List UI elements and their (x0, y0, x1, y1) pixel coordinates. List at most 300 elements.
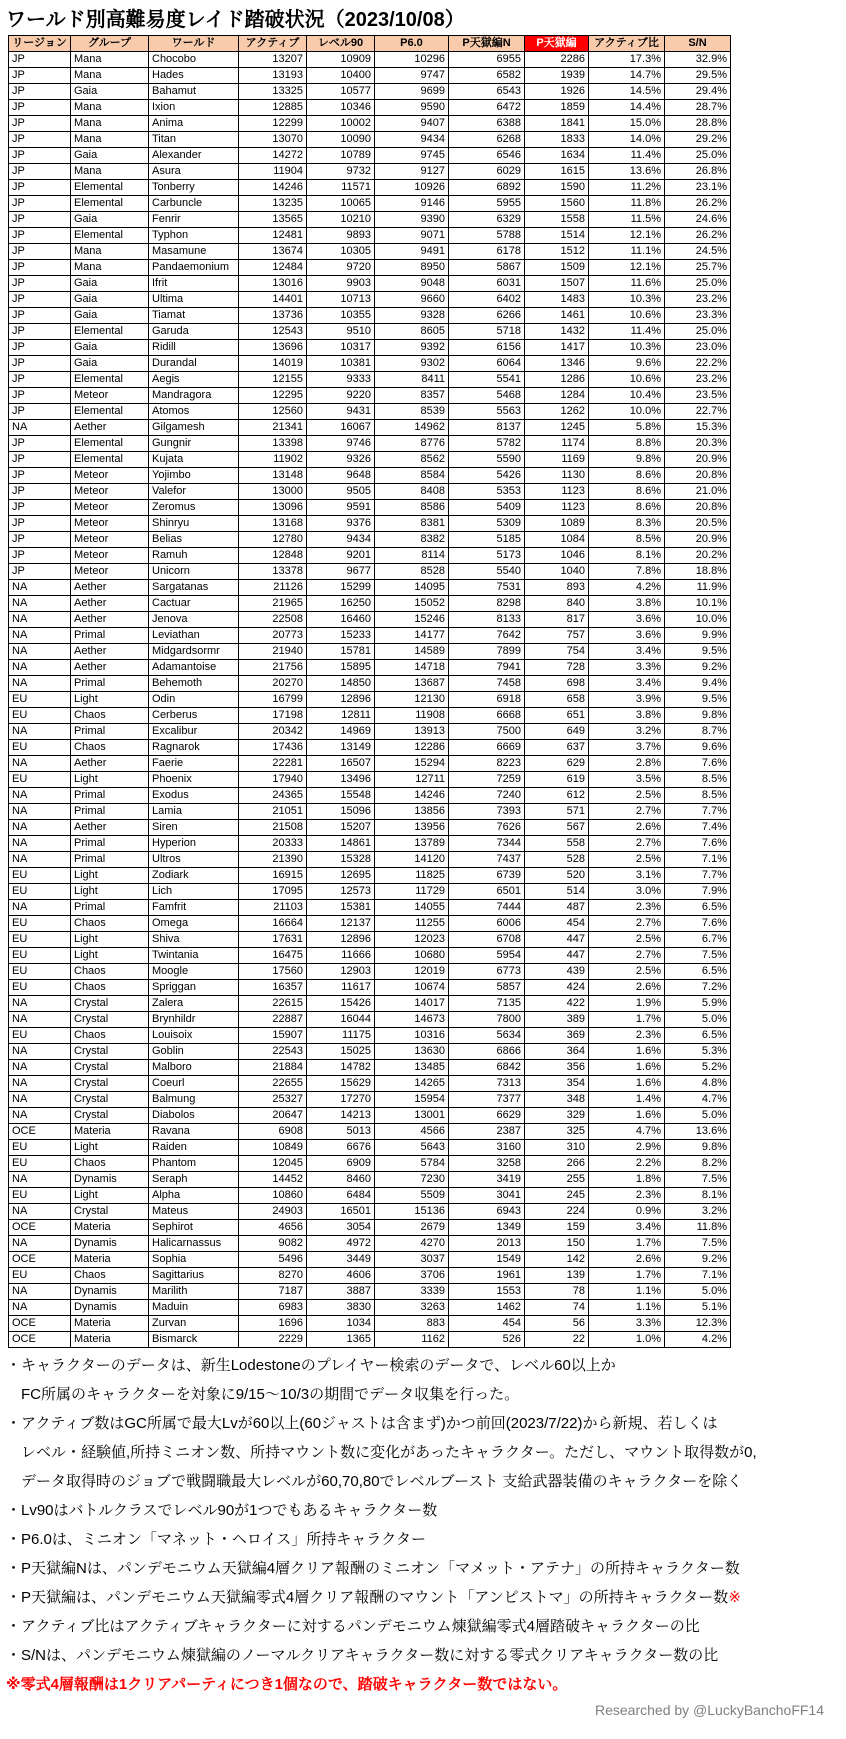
table-cell: 7941 (449, 660, 525, 676)
table-cell: 7.4% (665, 820, 731, 836)
table-cell: 5867 (449, 260, 525, 276)
table-cell: Bahamut (149, 84, 239, 100)
table-cell: 14246 (239, 180, 307, 196)
table-cell: 11617 (307, 980, 375, 996)
table-cell: 13.6% (589, 164, 665, 180)
table-cell: 21508 (239, 820, 307, 836)
table-cell: 12543 (239, 324, 307, 340)
footnote-line (6, 1612, 846, 1641)
table-cell: 12155 (239, 372, 307, 388)
footnote-red-marker: ※ (728, 1589, 741, 1606)
table-cell: Odin (149, 692, 239, 708)
table-cell: Mana (71, 68, 149, 84)
table-row (9, 1332, 731, 1348)
table-cell: 1286 (525, 372, 589, 388)
table-cell: 15294 (375, 756, 449, 772)
table-cell: 6.5% (665, 964, 731, 980)
table-cell: 15381 (307, 900, 375, 916)
footnote-line (6, 1641, 846, 1670)
table-cell: 24.5% (665, 244, 731, 260)
table-cell: 16507 (307, 756, 375, 772)
table-cell: 26.8% (665, 164, 731, 180)
table-cell: NA (9, 1284, 71, 1300)
table-row (9, 212, 731, 228)
table-cell: 13149 (307, 740, 375, 756)
table-cell: NA (9, 580, 71, 596)
table-cell: 1417 (525, 340, 589, 356)
table-cell: 1.6% (589, 1060, 665, 1076)
table-cell: 14673 (375, 1012, 449, 1028)
table-cell: 5.8% (589, 420, 665, 436)
table-cell: 13789 (375, 836, 449, 852)
table-cell: 5634 (449, 1028, 525, 1044)
table-cell: Yojimbo (149, 468, 239, 484)
table-cell: 13485 (375, 1060, 449, 1076)
table-cell: 1634 (525, 148, 589, 164)
table-row (9, 1092, 731, 1108)
table-row (9, 980, 731, 996)
table-cell: Cactuar (149, 596, 239, 612)
table-cell: 558 (525, 836, 589, 852)
table-cell: 1284 (525, 388, 589, 404)
table-cell: 1549 (449, 1252, 525, 1268)
table-cell: NA (9, 628, 71, 644)
table-cell: 13496 (307, 772, 375, 788)
table-cell: 10346 (307, 100, 375, 116)
table-row (9, 548, 731, 564)
table-cell: 1.6% (589, 1108, 665, 1124)
table-cell: 6329 (449, 212, 525, 228)
table-cell: 8382 (375, 532, 449, 548)
table-cell: 25327 (239, 1092, 307, 1108)
table-cell: 22887 (239, 1012, 307, 1028)
table-cell: 21965 (239, 596, 307, 612)
table-cell: 16475 (239, 948, 307, 964)
table-cell: Light (71, 1188, 149, 1204)
table-cell: 9699 (375, 84, 449, 100)
table-cell: 5013 (307, 1124, 375, 1140)
table-cell: 13913 (375, 724, 449, 740)
table-cell: 1169 (525, 452, 589, 468)
table-cell: Meteor (71, 516, 149, 532)
table-cell: JP (9, 164, 71, 180)
table-cell: 7.5% (665, 1172, 731, 1188)
table-cell: 266 (525, 1156, 589, 1172)
table-cell: 7344 (449, 836, 525, 852)
table-cell: NA (9, 1092, 71, 1108)
table-cell: 16460 (307, 612, 375, 628)
table-cell: 6676 (307, 1140, 375, 1156)
table-cell: 348 (525, 1092, 589, 1108)
table-cell: EU (9, 708, 71, 724)
table-cell: 651 (525, 708, 589, 724)
table-cell: 4.7% (665, 1092, 731, 1108)
table-cell: 10713 (307, 292, 375, 308)
table-cell: 9677 (307, 564, 375, 580)
table-cell: 14213 (307, 1108, 375, 1124)
table-row (9, 900, 731, 916)
table-cell: 6268 (449, 132, 525, 148)
table-body (9, 52, 731, 1348)
table-cell: 1123 (525, 500, 589, 516)
table-cell: 5782 (449, 436, 525, 452)
table-cell: JP (9, 516, 71, 532)
table-cell: JP (9, 68, 71, 84)
table-cell: 2.3% (589, 1028, 665, 1044)
table-cell: 637 (525, 740, 589, 756)
table-cell: OCE (9, 1220, 71, 1236)
table-cell: JP (9, 468, 71, 484)
table-row (9, 148, 731, 164)
table-cell: Zalera (149, 996, 239, 1012)
table-row (9, 372, 731, 388)
table-cell: 8381 (375, 516, 449, 532)
table-cell: 25.0% (665, 148, 731, 164)
table-cell: 9.2% (665, 660, 731, 676)
table-cell: 3.8% (589, 596, 665, 612)
table-cell: Louisoix (149, 1028, 239, 1044)
table-cell: 1.7% (589, 1012, 665, 1028)
table-cell: 78 (525, 1284, 589, 1300)
table-cell: 454 (525, 916, 589, 932)
table-cell: 629 (525, 756, 589, 772)
table-cell: 11.6% (589, 276, 665, 292)
table-cell: 528 (525, 852, 589, 868)
table-cell: 8.3% (589, 516, 665, 532)
table-cell: JP (9, 436, 71, 452)
table-cell: Famfrit (149, 900, 239, 916)
table-cell: 11825 (375, 868, 449, 884)
table-cell: Crystal (71, 1012, 149, 1028)
table-cell: 12848 (239, 548, 307, 564)
table-cell: 1245 (525, 420, 589, 436)
table-cell: 3037 (375, 1252, 449, 1268)
table-cell: Masamune (149, 244, 239, 260)
table-cell: 1.1% (589, 1284, 665, 1300)
table-cell: 8.8% (589, 436, 665, 452)
table-cell: 17.3% (589, 52, 665, 68)
table-row (9, 1012, 731, 1028)
table-cell: EU (9, 692, 71, 708)
table-row (9, 1188, 731, 1204)
table-cell: Gaia (71, 308, 149, 324)
table-cell: NA (9, 596, 71, 612)
table-cell: 14.7% (589, 68, 665, 84)
table-cell: 13956 (375, 820, 449, 836)
table-cell: 20.9% (665, 452, 731, 468)
table-cell: 13193 (239, 68, 307, 84)
table-cell: 17560 (239, 964, 307, 980)
table-cell: 14401 (239, 292, 307, 308)
table-cell: 7800 (449, 1012, 525, 1028)
table-cell: Mandragora (149, 388, 239, 404)
footnote-line (6, 1525, 846, 1554)
table-cell: 2.5% (589, 932, 665, 948)
table-cell: 2.7% (589, 916, 665, 932)
table-row (9, 52, 731, 68)
table-cell: 11.5% (589, 212, 665, 228)
table-cell: 5173 (449, 548, 525, 564)
table-cell: 3.7% (589, 740, 665, 756)
table-cell: 3.6% (589, 628, 665, 644)
table-cell: 255 (525, 1172, 589, 1188)
footnotes (6, 1351, 846, 1670)
table-cell: 12484 (239, 260, 307, 276)
table-cell: Dynamis (71, 1284, 149, 1300)
table-cell: Light (71, 884, 149, 900)
table-cell: 1841 (525, 116, 589, 132)
table-cell: 8357 (375, 388, 449, 404)
table-cell: 13325 (239, 84, 307, 100)
footnote-line (6, 1409, 846, 1438)
table-row (9, 1044, 731, 1060)
table-cell: 8.7% (665, 724, 731, 740)
table-cell: 25.0% (665, 324, 731, 340)
table-cell: 14850 (307, 676, 375, 692)
table-cell: 698 (525, 676, 589, 692)
table-cell: 1162 (375, 1332, 449, 1348)
table-cell: 447 (525, 932, 589, 948)
footnote-line (6, 1380, 846, 1409)
table-cell: Sargatanas (149, 580, 239, 596)
table-cell: 14055 (375, 900, 449, 916)
table-cell: Jenova (149, 612, 239, 628)
table-cell: Tiamat (149, 308, 239, 324)
table-cell: 14177 (375, 628, 449, 644)
table-cell: 329 (525, 1108, 589, 1124)
table-cell: 9407 (375, 116, 449, 132)
table-row (9, 724, 731, 740)
table-cell: 10909 (307, 52, 375, 68)
table-cell: 11.4% (589, 148, 665, 164)
table-cell: 6943 (449, 1204, 525, 1220)
table-row (9, 84, 731, 100)
table-cell: 5.3% (665, 1044, 731, 1060)
table-cell: 4.7% (589, 1124, 665, 1140)
table-cell: 15136 (375, 1204, 449, 1220)
table-cell: 439 (525, 964, 589, 980)
table-cell: 3160 (449, 1140, 525, 1156)
table-cell: NA (9, 804, 71, 820)
table-cell: 3.1% (589, 868, 665, 884)
table-cell: Hades (149, 68, 239, 84)
table-cell: 3.4% (589, 644, 665, 660)
table-cell: 3041 (449, 1188, 525, 1204)
table-cell: Meteor (71, 468, 149, 484)
table-row (9, 1236, 731, 1252)
table-cell: 2.5% (589, 964, 665, 980)
table-cell: 9220 (307, 388, 375, 404)
table-cell: Chaos (71, 964, 149, 980)
table-cell: JP (9, 196, 71, 212)
table-cell: 6842 (449, 1060, 525, 1076)
table-cell: JP (9, 532, 71, 548)
table-cell: Materia (71, 1316, 149, 1332)
table-cell: 571 (525, 804, 589, 820)
table-cell: 12295 (239, 388, 307, 404)
table-cell: 10789 (307, 148, 375, 164)
table-cell: 6668 (449, 708, 525, 724)
table-cell: 0.9% (589, 1204, 665, 1220)
table-row (9, 196, 731, 212)
table-cell: Gaia (71, 276, 149, 292)
table-cell: 2679 (375, 1220, 449, 1236)
table-cell: Kujata (149, 452, 239, 468)
table-cell: Omega (149, 916, 239, 932)
table-row (9, 468, 731, 484)
table-cell: Unicorn (149, 564, 239, 580)
table-cell: 1507 (525, 276, 589, 292)
table-cell: 4.2% (665, 1332, 731, 1348)
table-cell: 2.6% (589, 1252, 665, 1268)
footnote-text: ・P天獄編は、パンデモニウム天獄編零式4層クリア報酬のマウント「アンピストマ」の所持キャラクター数 (6, 1589, 729, 1606)
table-cell: 2.5% (589, 852, 665, 868)
table-cell: 14095 (375, 580, 449, 596)
table-cell: Valefor (149, 484, 239, 500)
table-cell: 8950 (375, 260, 449, 276)
table-cell: 6266 (449, 308, 525, 324)
table-row (9, 996, 731, 1012)
table-cell: 14.5% (589, 84, 665, 100)
table-cell: 5540 (449, 564, 525, 580)
table-cell: 1509 (525, 260, 589, 276)
table-cell: 20.2% (665, 548, 731, 564)
table-cell: 6955 (449, 52, 525, 68)
table-cell: 9082 (239, 1236, 307, 1252)
table-cell: 15052 (375, 596, 449, 612)
table-cell: 8586 (375, 500, 449, 516)
table-cell: 23.2% (665, 292, 731, 308)
table-cell: JP (9, 564, 71, 580)
table-cell: 8562 (375, 452, 449, 468)
table-cell: 9.6% (665, 740, 731, 756)
table-cell: Materia (71, 1332, 149, 1348)
table-cell: 10296 (375, 52, 449, 68)
footnote-text: ・P6.0は、ミニオン「マネット・ヘロイス」所持キャラクター (6, 1531, 426, 1548)
table-cell: 13.6% (665, 1124, 731, 1140)
table-cell: 7500 (449, 724, 525, 740)
table-cell: Zeromus (149, 500, 239, 516)
table-row (9, 644, 731, 660)
table-cell: 9590 (375, 100, 449, 116)
table-cell: 5.1% (665, 1300, 731, 1316)
table-cell: OCE (9, 1124, 71, 1140)
table-cell: 5954 (449, 948, 525, 964)
table-cell: Lich (149, 884, 239, 900)
table-cell: 6909 (307, 1156, 375, 1172)
table-cell: 7.6% (665, 836, 731, 852)
table-cell: 1615 (525, 164, 589, 180)
table-cell: 28.7% (665, 100, 731, 116)
table-cell: Light (71, 948, 149, 964)
table-cell: 728 (525, 660, 589, 676)
table-cell: 5468 (449, 388, 525, 404)
table-cell: 11.8% (665, 1220, 731, 1236)
table-cell: 10.3% (589, 340, 665, 356)
table-row (9, 1028, 731, 1044)
table-cell: 10355 (307, 308, 375, 324)
table-cell: EU (9, 1140, 71, 1156)
table-cell: 7.8% (589, 564, 665, 580)
column-header: P天獄編N (449, 36, 525, 52)
table-cell: 6029 (449, 164, 525, 180)
table-cell: 2.6% (589, 820, 665, 836)
table-cell: 422 (525, 996, 589, 1012)
table-cell: Coeurl (149, 1076, 239, 1092)
table-cell: 3.3% (589, 1316, 665, 1332)
table-cell: 5784 (375, 1156, 449, 1172)
table-cell: 2229 (239, 1332, 307, 1348)
table-cell: 21341 (239, 420, 307, 436)
table-cell: 6669 (449, 740, 525, 756)
table-cell: 7.1% (665, 1268, 731, 1284)
table-cell: 8114 (375, 548, 449, 564)
table-cell: Chaos (71, 916, 149, 932)
table-cell: Sagittarius (149, 1268, 239, 1284)
table-cell: 8223 (449, 756, 525, 772)
table-cell: Primal (71, 788, 149, 804)
table-cell: 4606 (307, 1268, 375, 1284)
footnote-text: ・P天獄編Nは、パンデモニウム天獄編4層クリア報酬のミニオン「マメット・アテナ」の所持キャラクター数 (6, 1560, 740, 1577)
table-cell: 150 (525, 1236, 589, 1252)
table-cell: 7259 (449, 772, 525, 788)
table-cell: 10.0% (589, 404, 665, 420)
table-cell: 11.1% (589, 244, 665, 260)
table-cell: Meteor (71, 484, 149, 500)
table-cell: 1558 (525, 212, 589, 228)
table-cell: Primal (71, 628, 149, 644)
table-row (9, 420, 731, 436)
table-cell: 6739 (449, 868, 525, 884)
table-cell: 8.2% (665, 1156, 731, 1172)
table-cell: 12023 (375, 932, 449, 948)
table-cell: 8298 (449, 596, 525, 612)
table-cell: Primal (71, 836, 149, 852)
table-cell: 7444 (449, 900, 525, 916)
table-cell: 8539 (375, 404, 449, 420)
table-cell: 16915 (239, 868, 307, 884)
table-cell: 9434 (375, 132, 449, 148)
table-cell: 20.8% (665, 500, 731, 516)
table-cell: 15207 (307, 820, 375, 836)
table-cell: EU (9, 916, 71, 932)
table-cell: 369 (525, 1028, 589, 1044)
table-cell: OCE (9, 1316, 71, 1332)
table-cell: 9.6% (589, 356, 665, 372)
table-cell: Primal (71, 676, 149, 692)
table-row (9, 1108, 731, 1124)
table-cell: 8.6% (589, 468, 665, 484)
footnote-text: ・キャラクターのデータは、新生Lodestoneのプレイヤー検索のデータで、レベル60以上か (6, 1357, 616, 1374)
column-header: リージョン (9, 36, 71, 52)
table-cell: Elemental (71, 452, 149, 468)
table-row (9, 1300, 731, 1316)
table-row (9, 532, 731, 548)
column-header: P6.0 (375, 36, 449, 52)
table-cell: 1.1% (589, 1300, 665, 1316)
table-cell: Gungnir (149, 436, 239, 452)
table-cell: Phantom (149, 1156, 239, 1172)
table-cell: Crystal (71, 1076, 149, 1092)
table-cell: 13674 (239, 244, 307, 260)
table-cell: Dynamis (71, 1236, 149, 1252)
table-cell: 8.5% (665, 772, 731, 788)
table-cell: Gaia (71, 84, 149, 100)
table-cell: 8.6% (589, 484, 665, 500)
footnote-line (6, 1496, 846, 1525)
table-cell: 2.7% (589, 804, 665, 820)
table-cell: 6773 (449, 964, 525, 980)
